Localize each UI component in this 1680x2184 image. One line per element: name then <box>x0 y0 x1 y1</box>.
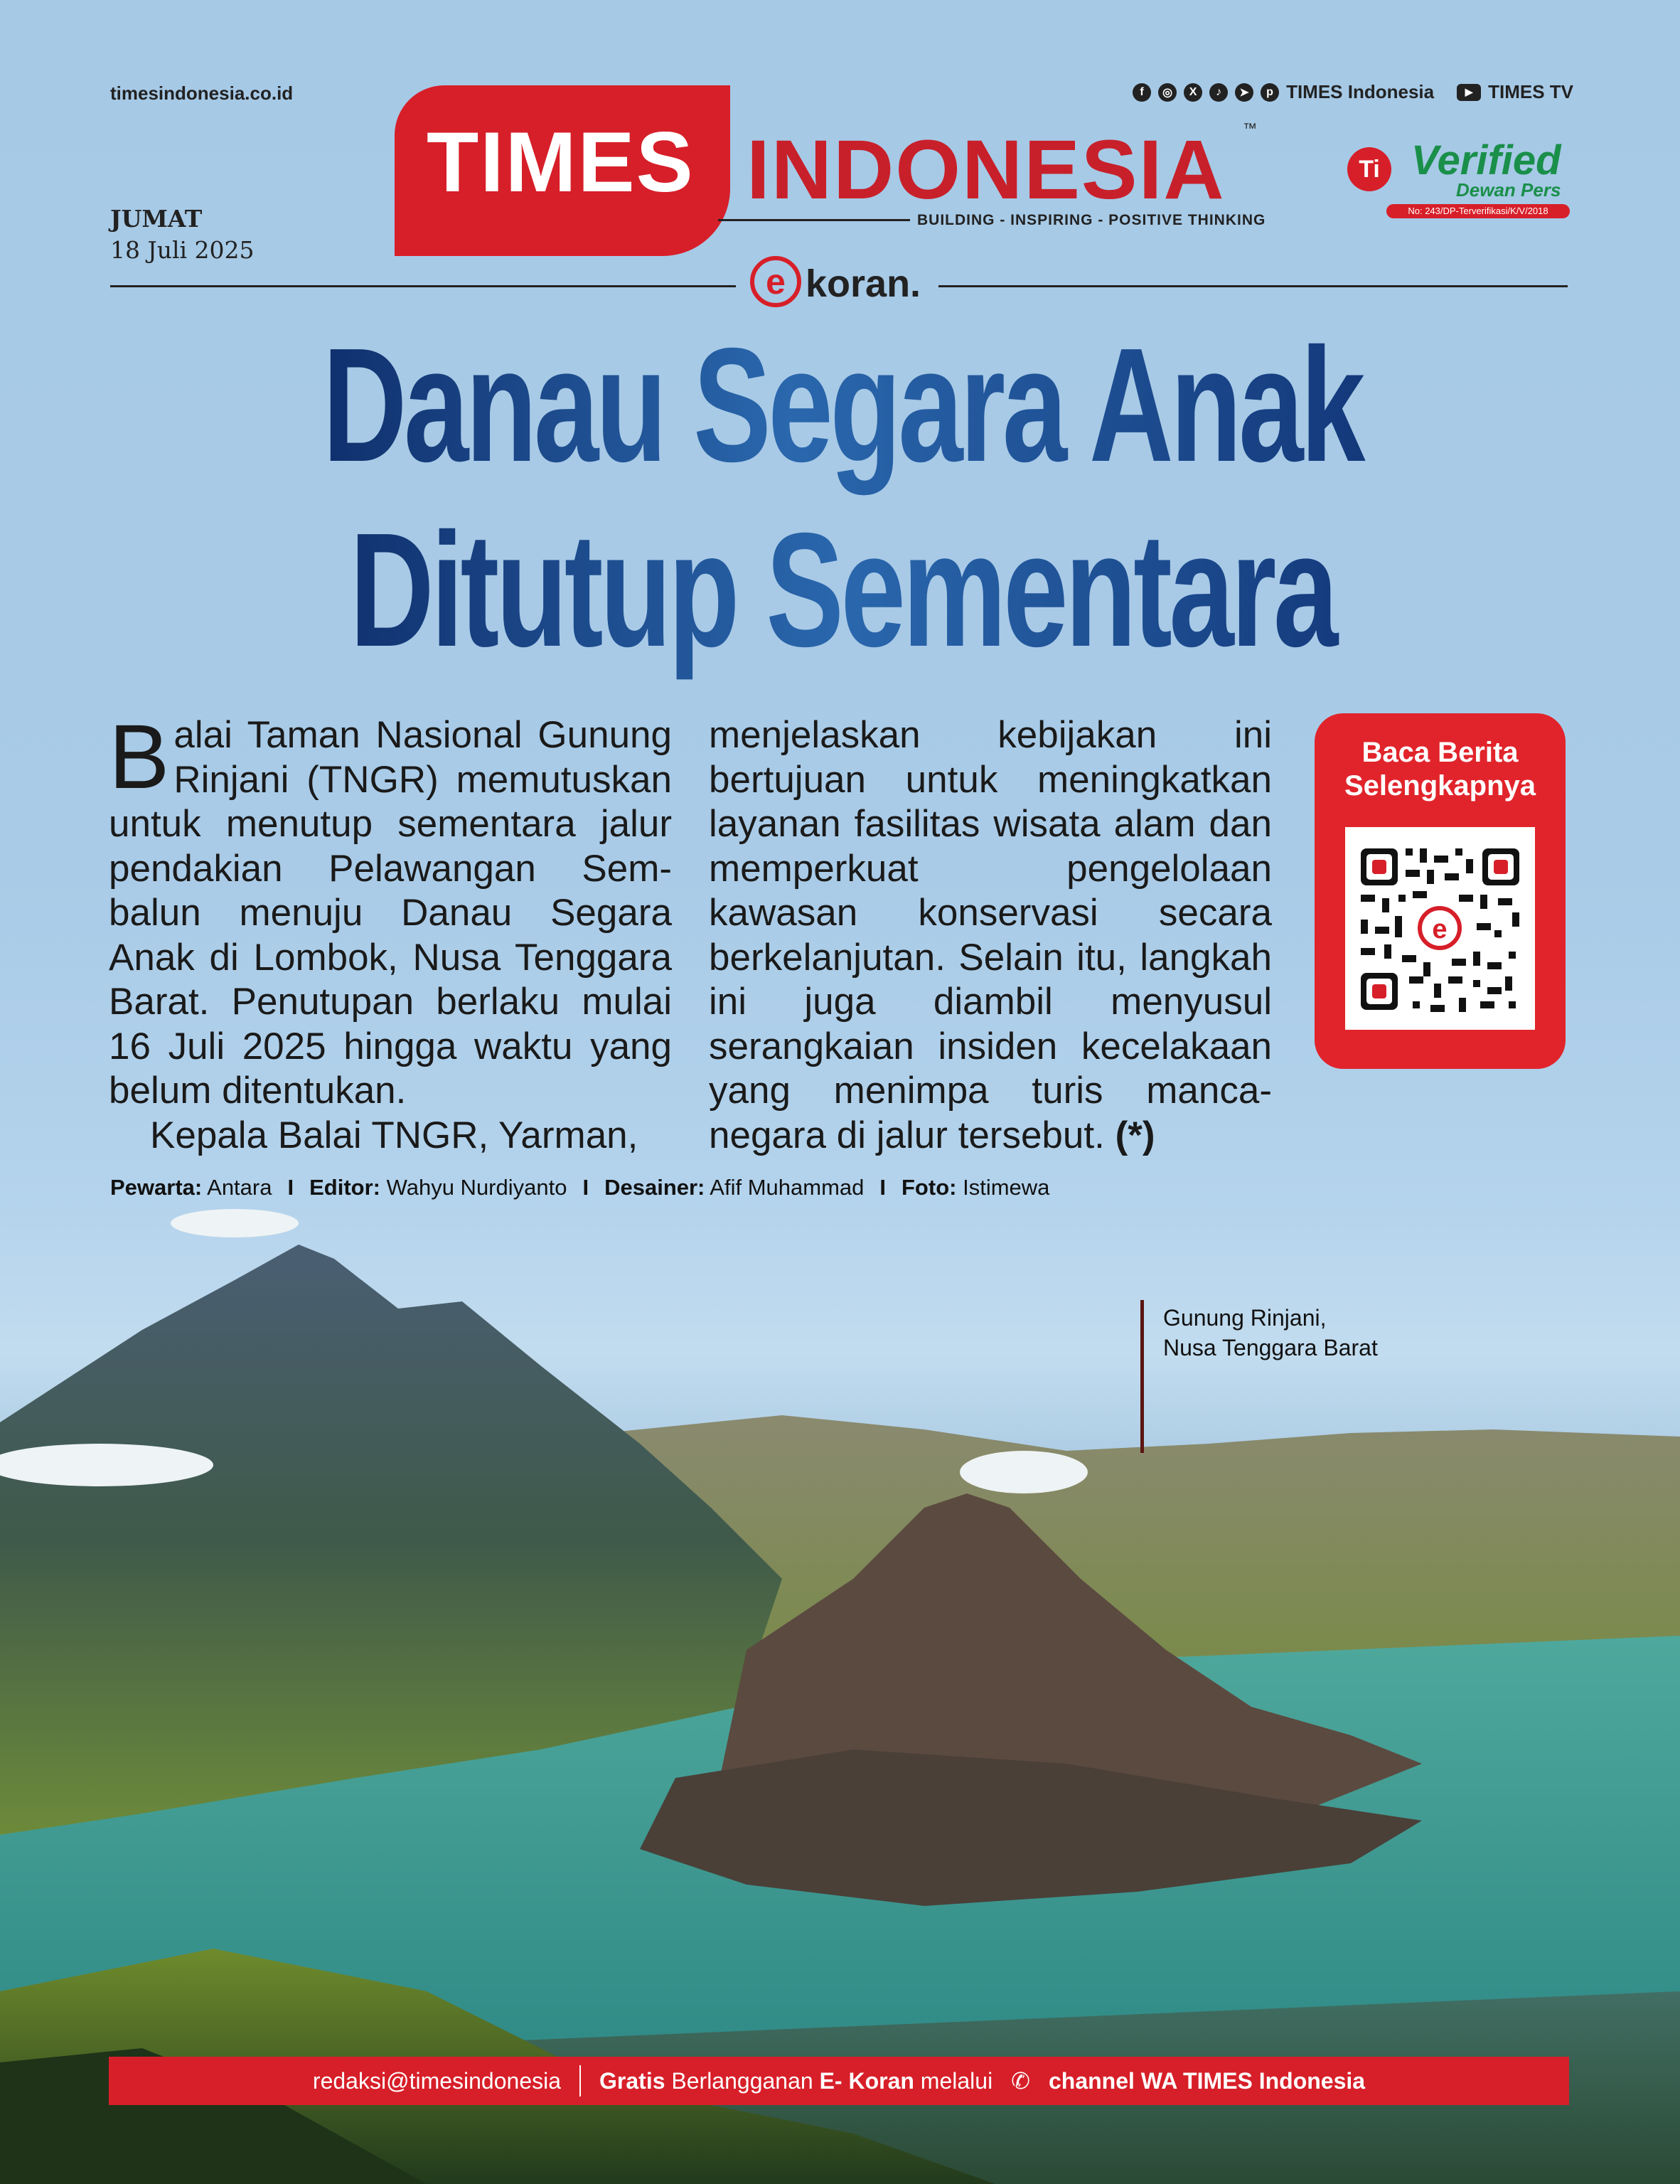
verification-number: No: 243/DP-Terverifikasi/K/V/2018 <box>1386 204 1570 218</box>
article-paragraph-1: alai Taman Nasional Gunung Rinjani (TNGR) memutuskan untuk menutup sementara jalur pendakian Pelawangan Sem-balun menuju Danau Segara Anak di Lombok, Nusa Tenggara Barat. Penutupan berlaku mulai 16 Juli 2025 hingga waktu yang belum ditentukan. <box>109 714 672 1112</box>
divider-left <box>110 285 736 287</box>
social-links <box>1133 81 1573 103</box>
facebook-icon[interactable]: f <box>1133 83 1151 102</box>
article-column-1 <box>109 706 672 1158</box>
headline-line-2: Ditutup Sementara <box>308 498 1378 683</box>
qr-code-icon <box>1345 827 1535 1030</box>
footer-bar <box>109 2057 1569 2105</box>
site-url[interactable]: timesindonesia.co.id <box>110 82 294 104</box>
qr-code[interactable] <box>1345 827 1535 1030</box>
footer-email[interactable]: redaksi@timesindonesia <box>312 2067 562 2094</box>
slogan: BUILDING - INSPIRING - POSITIVE THINKING <box>917 212 1266 228</box>
editor-label: Editor: <box>309 1175 380 1200</box>
footer-subscribe-text <box>599 2068 993 2094</box>
telegram-icon[interactable]: ➤ <box>1235 83 1253 102</box>
logo-indonesia: INDONESIA <box>747 123 1226 217</box>
credits-separator: I <box>287 1175 294 1200</box>
article-paragraph-3: menjelaskan kebijakan ini bertujuan untuk meningkatkan layanan fasilitas wisata alam dan memperkuat pengelolaan kawasan konservasi secara berkelanjutan. Selain itu, langkah ini juga diambil menyusul serangkaian insiden kecelakaan yang menimpa turis manca-negara di jalur tersebut. <box>709 714 1272 1156</box>
credits-separator: I <box>582 1175 589 1200</box>
whatsapp-icon[interactable]: ✆ <box>1011 2068 1030 2094</box>
headline-line-1: Danau Segara Anak <box>308 313 1378 498</box>
photo-caption <box>1163 1303 1378 1363</box>
article-column-2 <box>709 713 1272 1158</box>
editor-name: Wahyu Nurdiyanto <box>386 1175 567 1200</box>
desainer-label: Desainer: <box>604 1175 705 1200</box>
social-handle[interactable]: TIMES Indonesia <box>1286 81 1435 102</box>
headline <box>308 313 1378 683</box>
desainer-name: Afif Muhammad <box>710 1175 865 1200</box>
qr-title-line-2: Selengkapnya <box>1344 770 1536 801</box>
credits-line <box>110 1175 1049 1200</box>
verified-text: Verified <box>1411 137 1561 183</box>
trademark-symbol: ™ <box>1243 121 1257 137</box>
svg-text:e: e <box>1432 915 1448 944</box>
tiktok-icon[interactable]: ♪ <box>1209 83 1228 102</box>
logo-times: TIMES <box>427 114 695 210</box>
tv-label[interactable]: TIMES TV <box>1488 81 1573 102</box>
foto-name: Istimewa <box>963 1175 1050 1200</box>
credits-separator: I <box>879 1175 886 1200</box>
footer-divider <box>579 2065 581 2097</box>
issue-day: JUMAT <box>110 205 203 233</box>
footer-berlangganan: Berlangganan <box>671 2067 813 2094</box>
caption-line-1: Gunung Rinjani, <box>1163 1305 1327 1331</box>
instagram-icon[interactable]: ◎ <box>1158 83 1177 102</box>
qr-title-line-1: Baca Berita <box>1361 737 1519 768</box>
drop-cap: B <box>109 706 170 808</box>
footer-gratis: Gratis <box>599 2067 665 2094</box>
verified-logo-icon: Ti <box>1347 147 1391 191</box>
logo-underline <box>718 219 910 221</box>
ekoran-e-icon: e <box>750 256 801 307</box>
pewarta-name: Antara <box>207 1175 272 1200</box>
article-paragraph-2: Kepala Balai TNGR, Yarman, <box>150 1114 638 1156</box>
article-end-mark: (*) <box>1115 1114 1155 1156</box>
issue-date: 18 Juli 2025 <box>110 236 255 264</box>
footer-ekoran: E- Koran <box>819 2067 914 2094</box>
x-icon[interactable]: X <box>1184 83 1202 102</box>
pewarta-label: Pewarta: <box>110 1175 203 1200</box>
footer-melalui: melalui <box>920 2067 993 2094</box>
qr-title <box>1315 736 1566 803</box>
caption-line-2: Nusa Tenggara Barat <box>1163 1335 1378 1360</box>
footer-channel-link[interactable]: channel WA TIMES Indonesia <box>1048 2067 1366 2094</box>
caption-marker <box>1140 1300 1144 1453</box>
foto-label: Foto: <box>901 1175 957 1200</box>
pinterest-icon[interactable]: p <box>1261 83 1279 102</box>
youtube-icon[interactable]: ▶ <box>1457 84 1481 101</box>
divider-right <box>938 285 1568 287</box>
ekoran-label: koran. <box>806 262 921 305</box>
rinjani-landscape-photo <box>0 1209 1680 2184</box>
dewan-pers-text: Dewan Pers <box>1456 179 1561 201</box>
